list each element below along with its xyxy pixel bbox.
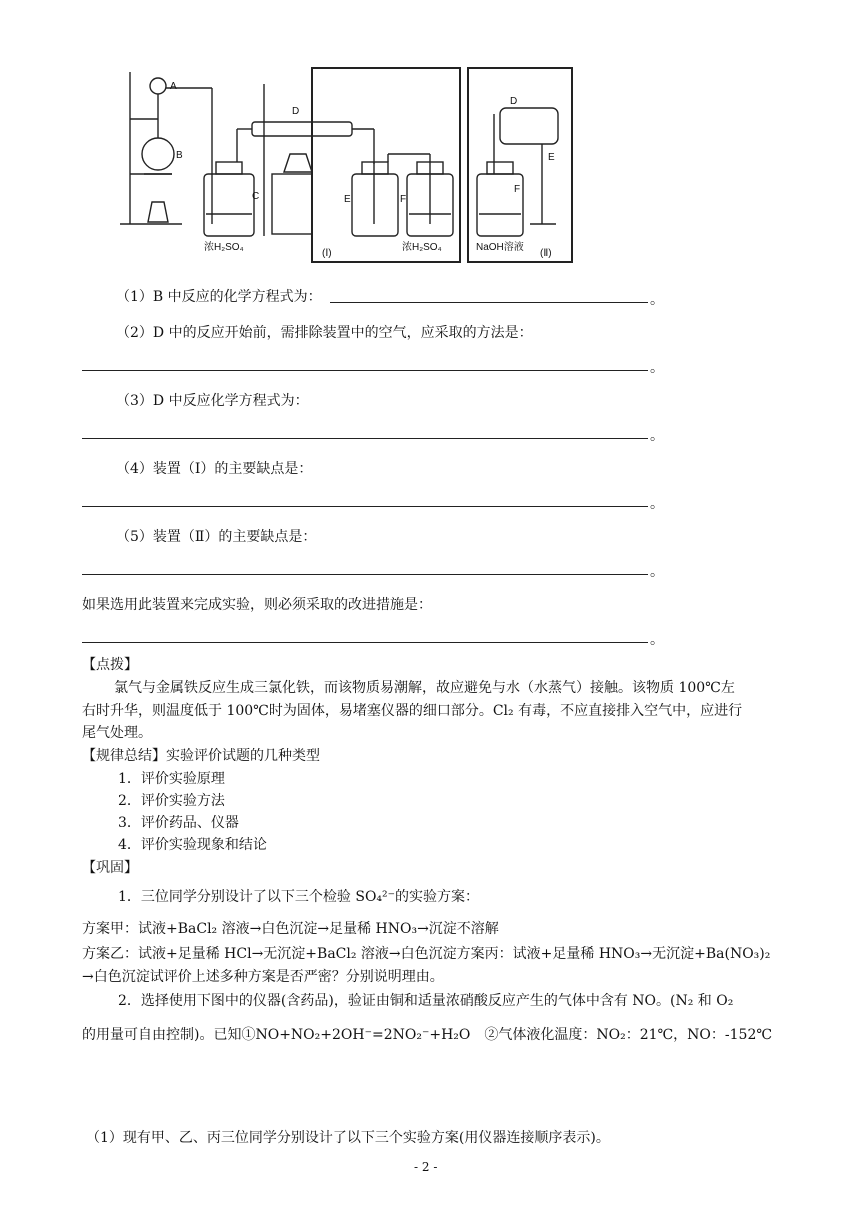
answer-line-2 — [82, 370, 648, 371]
label-d2: D — [510, 96, 518, 107]
answer-line-6 — [82, 642, 648, 643]
consolidate-heading: 【巩固】 — [82, 860, 138, 876]
label-d1: D — [292, 106, 300, 117]
label-e1: E — [344, 194, 351, 205]
hint-line-2: 右时升华，则温度低于 100℃时为固体，易堵塞仪器的细口部分。Cl₂ 有毒，不应直接排入空气中，应进行 — [82, 703, 743, 719]
caption-acid-2: 浓H₂SO₄ — [402, 242, 442, 253]
consolidate-p1: 1．三位同学分别设计了以下三个检验 SO₄²⁻的实验方案： — [118, 889, 480, 905]
summary-item-1: 1．评价实验原理 — [118, 771, 225, 787]
label-c: C — [252, 191, 260, 202]
page-number: - 2 - — [414, 1160, 438, 1174]
label-f2: F — [514, 184, 521, 195]
label-e2: E — [548, 152, 555, 163]
plan-b: 方案乙：试液+足量稀 HCl→无沉淀+BaCl₂ 溶液→白色沉淀方案丙：试液+足量稀 HNO₃→无沉淀+Ba(NO₃)₂ — [82, 946, 771, 962]
consolidate-p2b: 的用量可自由控制)。已知①NO+NO₂+2OH⁻=2NO₂⁻+H₂O ②气体液化温度：NO₂：21℃，NO：-152℃ — [82, 1027, 773, 1043]
period-2: 。 — [650, 360, 664, 376]
question-2: （2）D 中的反应开始前，需排除装置中的空气，应采取的方法是： — [116, 325, 533, 341]
apparatus-figure — [112, 64, 578, 264]
period-3: 。 — [650, 428, 664, 444]
caption-box-1: (Ⅰ) — [322, 248, 332, 259]
period-6: 。 — [650, 632, 664, 648]
answer-line-4 — [82, 506, 648, 507]
question-1: （1）B 中反应的化学方程式为： — [116, 289, 322, 305]
plan-c: →白色沉淀试评价上述多种方案是否严密？分别说明理由。 — [82, 969, 444, 985]
summary-heading: 【规律总结】实验评价试题的几种类型 — [82, 748, 320, 764]
question-4: （4）装置（Ⅰ）的主要缺点是： — [116, 461, 313, 477]
caption-acid-1: 浓H₂SO₄ — [204, 242, 244, 253]
question-3: （3）D 中反应化学方程式为： — [116, 393, 309, 409]
hint-line-1: 氯气与金属铁反应生成三氯化铁，而该物质易潮解，故应避免与水（水蒸气）接触。该物质 100℃左 — [114, 680, 735, 696]
summary-item-4: 4．评价实验现象和结论 — [118, 837, 267, 853]
hint-line-3: 尾气处理。 — [82, 725, 152, 741]
label-a: A — [170, 81, 177, 92]
label-b: B — [176, 150, 183, 161]
consolidate-p2a: 2．选择使用下图中的仪器(含药品)，验证由铜和适量浓硝酸反应产生的气体中含有 NO。(N₂ 和 O₂ — [118, 993, 734, 1009]
hint-heading: 【点拨】 — [82, 657, 138, 673]
question-6: 如果选用此装置来完成实验，则必须采取的改进措施是： — [82, 597, 432, 613]
answer-line-5 — [82, 574, 648, 575]
question-5: （5）装置（Ⅱ）的主要缺点是： — [116, 529, 317, 545]
caption-box-2: (Ⅱ) — [540, 248, 552, 259]
period-5: 。 — [650, 564, 664, 580]
answer-line-1 — [330, 302, 648, 303]
summary-item-2: 2．评价实验方法 — [118, 793, 225, 809]
consolidate-p3: （1）现有甲、乙、丙三位同学分别设计了以下三个实验方案(用仪器连接顺序表示)。 — [86, 1130, 610, 1146]
period-1: 。 — [650, 292, 664, 308]
caption-naoh: NaOH溶液 — [476, 242, 524, 253]
period-4: 。 — [650, 496, 664, 512]
apparatus-diagram — [112, 64, 578, 264]
summary-item-3: 3．评价药品、仪器 — [118, 815, 239, 831]
answer-line-3 — [82, 438, 648, 439]
plan-a: 方案甲：试液+BaCl₂ 溶液→白色沉淀→足量稀 HNO₃→沉淀不溶解 — [82, 921, 499, 937]
label-f1: F — [400, 194, 407, 205]
